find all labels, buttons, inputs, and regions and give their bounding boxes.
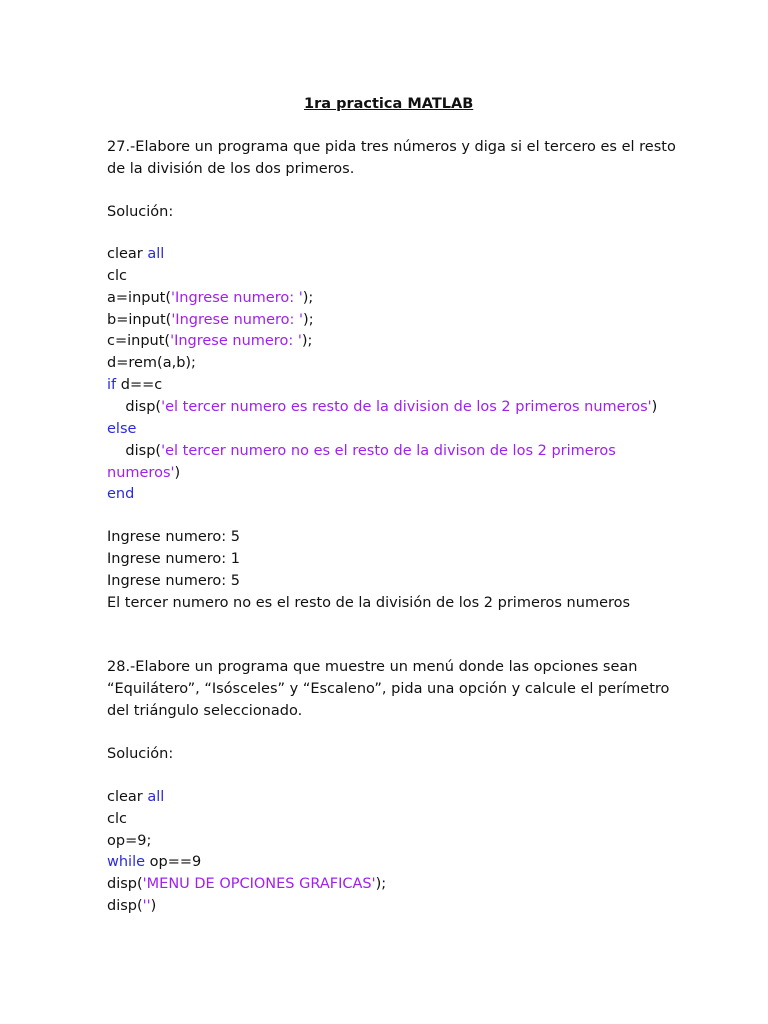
code-string: 'Ingrese numero: '	[171, 312, 304, 328]
ex28-code-line-2: clc	[107, 811, 127, 827]
ex27-code-line-5	[107, 330, 312, 352]
code-text: )	[651, 399, 658, 415]
code-keyword: all	[147, 246, 165, 262]
code-text: disp(	[107, 898, 143, 914]
ex27-output-line-3: Ingrese numero: 5	[107, 573, 240, 589]
ex27-output-line-2: Ingrese numero: 1	[107, 551, 240, 567]
ex27-statement-line-1: 27.-Elabore un programa que pida tres números y diga si el tercero es el resto	[107, 139, 676, 155]
ex27-code-line-2: clc	[107, 268, 127, 284]
code-keyword: end	[107, 486, 135, 502]
code-text: disp(	[107, 399, 162, 415]
code-string: 'Ingrese numero: '	[171, 290, 303, 306]
code-text: )	[174, 465, 181, 481]
ex28-code-line-4	[107, 851, 201, 873]
ex28-code-line-1	[107, 786, 164, 808]
ex27-code-line-11	[107, 462, 180, 484]
code-text: a=input(	[107, 290, 171, 306]
code-text: d==c	[116, 377, 163, 393]
code-keyword: if	[107, 377, 117, 393]
ex27-code-line-6: d=rem(a,b);	[107, 355, 196, 371]
ex28-statement-line-2: “Equilátero”, “Isósceles” y “Escaleno”, pida una opción y calcule el perímetro	[107, 681, 670, 697]
document-title: 1ra practica MATLAB	[304, 96, 474, 112]
ex27-code-line-12	[107, 483, 134, 505]
ex28-code-line-5	[107, 873, 386, 895]
code-string: 'MENU DE OPCIONES GRAFICAS'	[142, 876, 376, 892]
ex27-statement-line-2: de la división de los dos primeros.	[107, 161, 355, 177]
code-text: );	[302, 290, 314, 306]
ex27-code-line-8	[107, 396, 657, 418]
code-text: );	[303, 312, 314, 328]
ex27-code-line-9	[107, 418, 136, 440]
code-text: c=input(	[107, 333, 171, 349]
ex27-output-line-1: Ingrese numero: 5	[107, 529, 240, 545]
ex27-code-line-1	[107, 243, 164, 265]
code-keyword: all	[147, 789, 165, 805]
code-keyword: else	[107, 421, 137, 437]
ex28-code-line-6	[107, 895, 156, 917]
code-string: 'el tercer numero es resto de la division de los 2 primeros numeros'	[161, 399, 652, 415]
ex28-solution-label: Solución:	[107, 746, 174, 762]
ex27-code-line-4	[107, 309, 314, 331]
ex28-statement-line-3: del triángulo seleccionado.	[107, 703, 303, 719]
ex27-code-line-7	[107, 374, 162, 396]
code-text: op==9	[145, 854, 202, 870]
ex28-statement-line-1: 28.-Elabore un programa que muestre un menú donde las opciones sean	[107, 659, 638, 675]
code-string: 'el tercer numero no es el resto de la divison de los 2 primeros	[161, 443, 616, 459]
ex27-code-line-3	[107, 287, 313, 309]
code-text: b=input(	[107, 312, 172, 328]
code-string: numeros'	[107, 465, 175, 481]
code-text: disp(	[107, 443, 162, 459]
ex28-code-line-3: op=9;	[107, 833, 152, 849]
code-string: 'Ingrese numero: '	[170, 333, 302, 349]
code-text: );	[375, 876, 387, 892]
code-string: ''	[142, 898, 151, 914]
code-text: disp(	[107, 876, 143, 892]
code-text: clear	[107, 789, 148, 805]
ex27-solution-label: Solución:	[107, 204, 174, 220]
code-text: );	[301, 333, 313, 349]
code-keyword: while	[107, 854, 146, 870]
ex27-output-line-4: El tercer numero no es el resto de la división de los 2 primeros numeros	[107, 595, 631, 611]
ex27-code-line-10	[107, 440, 616, 462]
code-text: clear	[107, 246, 148, 262]
code-text: )	[150, 898, 157, 914]
